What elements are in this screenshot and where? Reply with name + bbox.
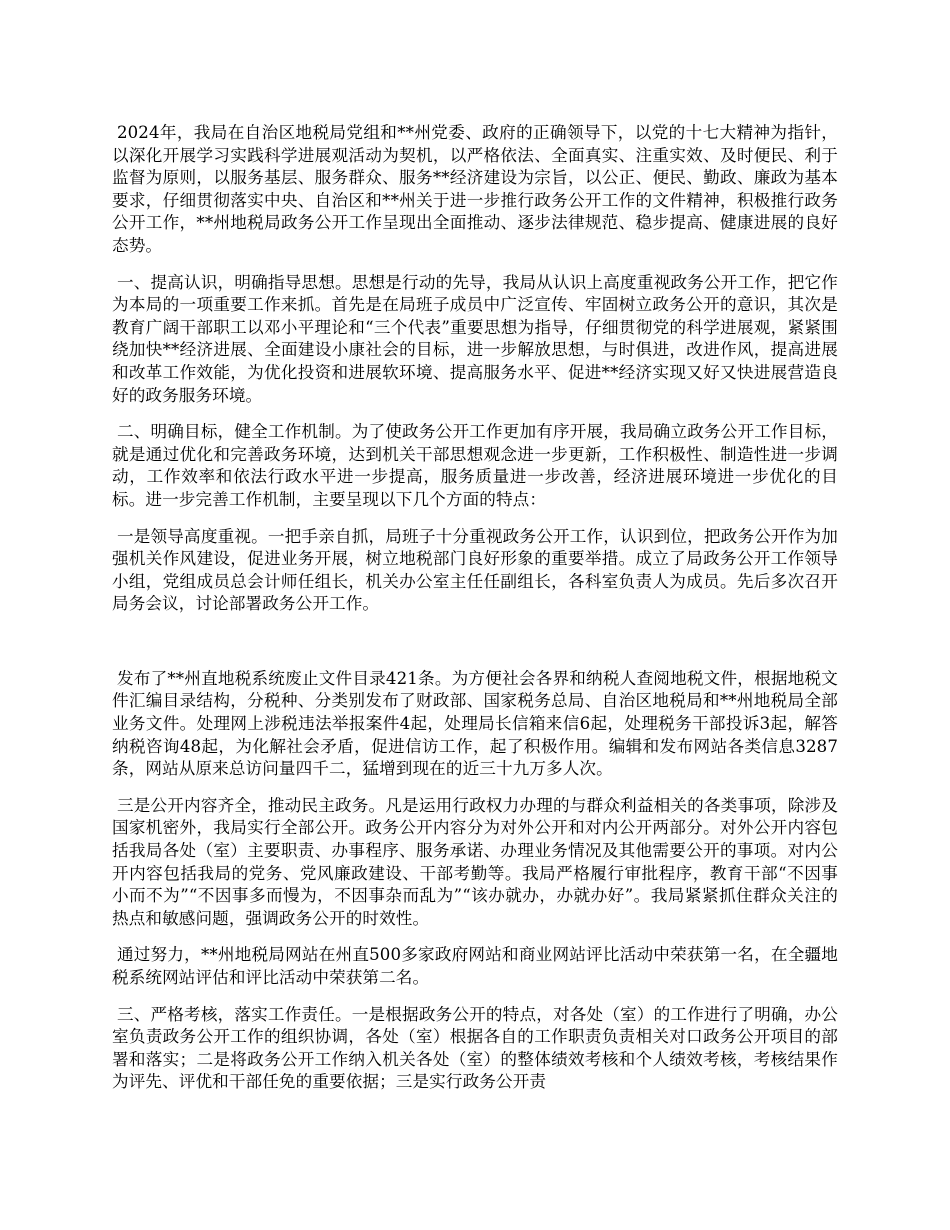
paragraph-section-2: 二、明确目标，健全工作机制。为了使政务公开工作更加有序开展，我局确立政务公开工作目标，就是通过优化和完善政务环境，达到机关干部思想观念进一步更新，工作积极性、制造性进一步调动，工作效率和依法行政水平进一步提高，服务质量进一步改善，经济进展环境进一步优化的目标。进一步完善工作机制，主要呈现以下几个方面的特点：	[112, 422, 838, 509]
paragraph-awards: 通过努力，**州地税局网站在州直500多家政府网站和商业网站评比活动中荣获第一名，在全疆地税系统网站评估和评比活动中荣获第二名。	[112, 945, 838, 987]
paragraph-publications: 发布了**州直地税系统废止文件目录421条。为方便社会各界和纳税人查阅地税文件，根据地税文件汇编目录结构，分税种、分类别发布了财政部、国家税务总局、自治区地税局和**州地税局全部业务文件。处理网上涉税违法举报案件4起，处理局长信箱来信6起，处理税务干部投诉3起，解答纳税咨询48起，为化解社会矛盾，促进信访工作，起了积极作用。编辑和发布网站各类信息3287条，网站从原来总访问量四千二，猛增到现在的近三十九万多人次。	[112, 668, 838, 779]
page-gap	[112, 630, 838, 668]
paragraph-intro: 2024年，我局在自治区地税局党组和**州党委、政府的正确领导下，以党的十七大精神为指针，以深化开展学习实践科学进展观活动为契机，以严格依法、全面真实、注重实效、及时便民、利于监督为原则，以服务基层、服务群众、服务**经济建设为宗旨，以公正、便民、勤政、廉政为基本要求，仔细贯彻落实中央、自治区和**州关于进一步推行政务公开工作的文件精神，积极推行政务公开工作，**州地税局政务公开工作呈现出全面推动、逐步法律规范、稳步提高、健康进展的良好态势。	[112, 123, 838, 255]
paragraph-section-1: 一、提高认识，明确指导思想。思想是行动的先导，我局从认识上高度重视政务公开工作，把它作为本局的一项重要工作来抓。首先是在局班子成员中广泛宣传、牢固树立政务公开的意识，其次是教育广阔干部职工以邓小平理论和“三个代表”重要思想为指导，仔细贯彻党的科学进展观，紧紧围绕加快**经济进展、全面建设小康社会的目标，进一步解放思想，与时俱进，改进作风，提高进展和改革工作效能，为优化投资和进展软环境、提高服务水平、促进**经济实现又好又快进展营造良好的政务服务环境。	[112, 272, 838, 405]
paragraph-content-scope: 三是公开内容齐全，推动民主政务。凡是运用行政权力办理的与群众利益相关的各类事项，除涉及国家机密外，我局实行全部公开。政务公开内容分为对外公开和对内公开两部分。对外公开内容包括我局各处（室）主要职责、办事程序、服务承诺、办理业务情况及其他需要公开的事项。对内公开内容包括我局的党务、党风廉政建设、干部考勤等。我局严格履行审批程序，教育干部“不因事小而不为”“不因事多而慢为，不因事杂而乱为”“该办就办，办就办好”。我局紧紧抓住群众关注的热点和敏感问题，强调政务公开的时效性。	[112, 795, 838, 928]
paragraph-leadership: 一是领导高度重视。一把手亲自抓，局班子十分重视政务公开工作，认识到位，把政务公开作为加强机关作风建设，促进业务开展，树立地税部门良好形象的重要举措。成立了局政务公开工作领导小组，党组成员总会计师任组长，机关办公室主任任副组长，各科室负责人为成员。先后多次召开局务会议，讨论部署政务公开工作。	[112, 526, 838, 614]
paragraph-section-3: 三、严格考核，落实工作责任。一是根据政务公开的特点，对各处（室）的工作进行了明确，办公室负责政务公开工作的组织协调，各处（室）根据各自的工作职责负责相关对口政务公开项目的部署和落实；二是将政务公开工作纳入机关各处（室）的整体绩效考核和个人绩效考核，考核结果作为评先、评优和干部任免的重要依据；三是实行政务公开责	[112, 1004, 838, 1092]
document-page	[112, 122, 838, 1108]
